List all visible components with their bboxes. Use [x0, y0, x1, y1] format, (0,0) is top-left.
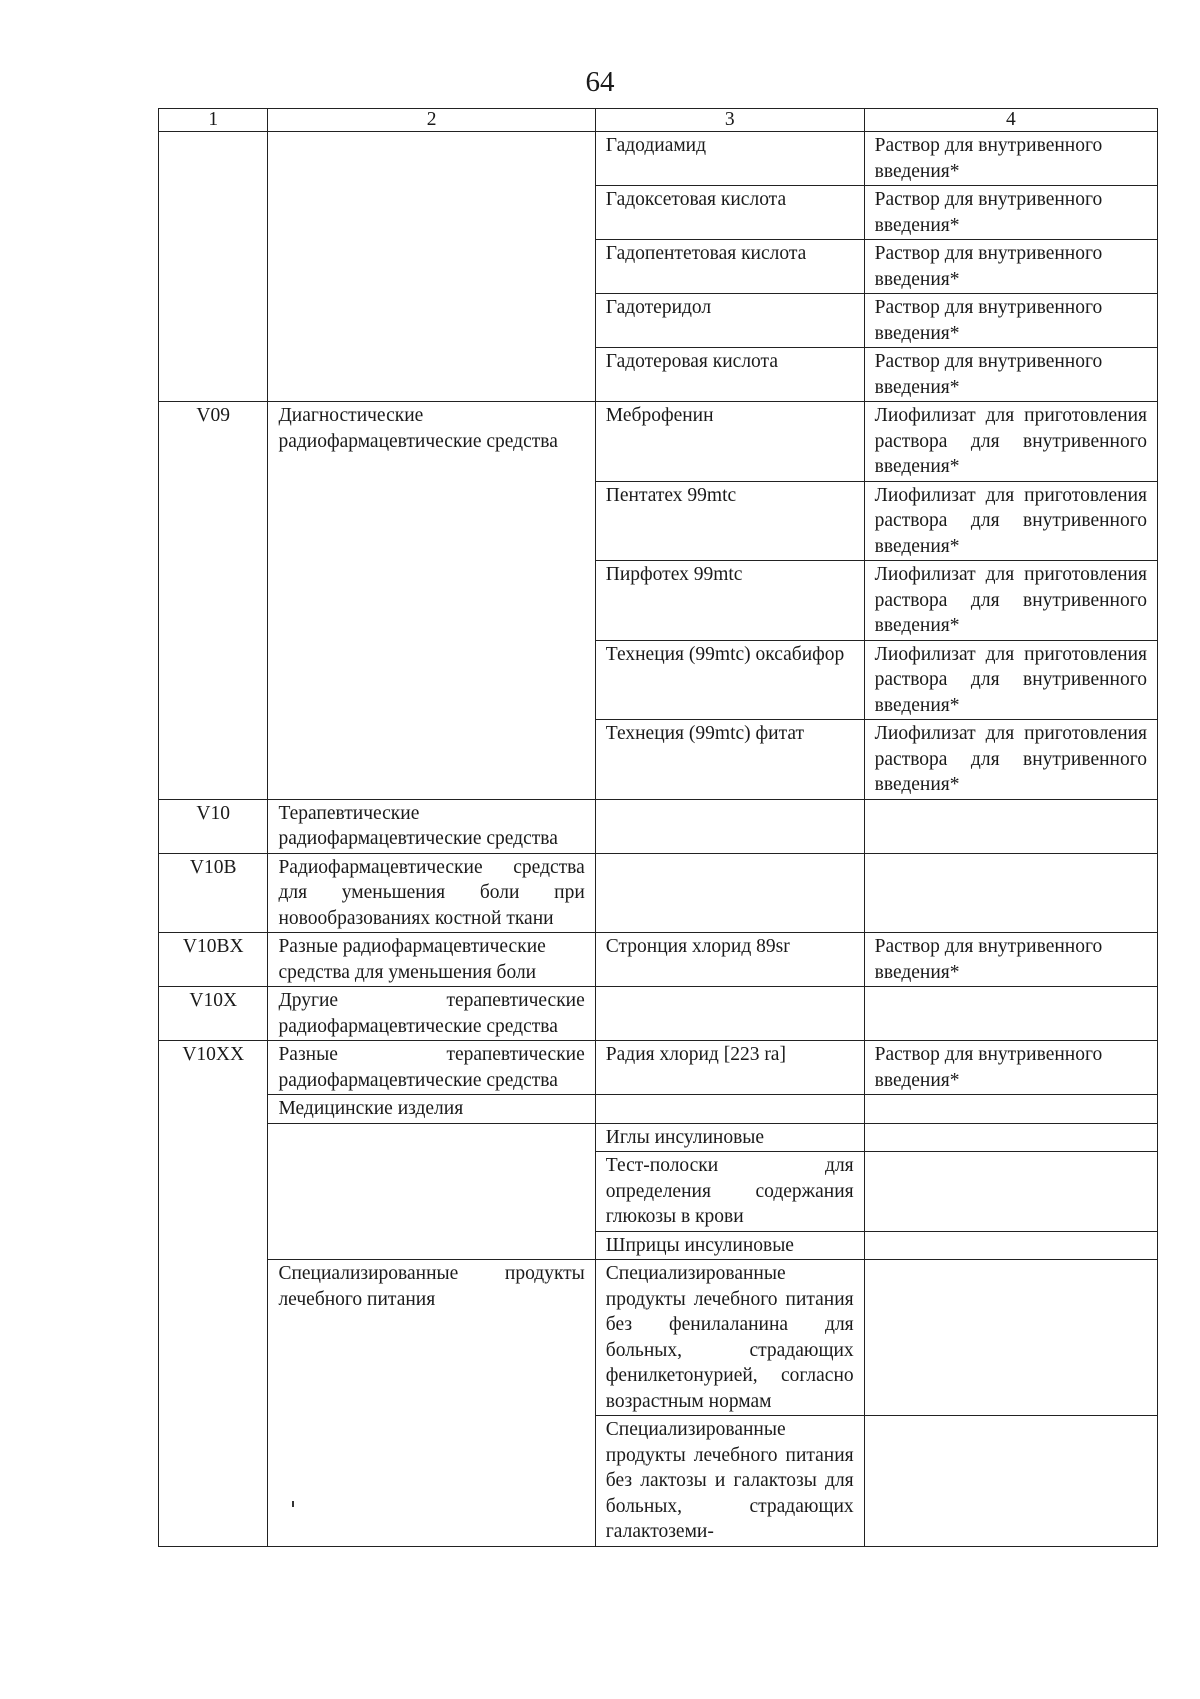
dosage-form-empty — [864, 1152, 1157, 1232]
drug-name: Гадоксетовая кислота — [595, 186, 864, 240]
group-cell-empty — [268, 1123, 595, 1260]
page-number: 64 — [585, 66, 615, 98]
drug-name: Пентатех 99mtc — [595, 481, 864, 561]
table-row — [159, 1123, 1158, 1152]
code-cell-empty — [159, 1260, 268, 1416]
drug-name-empty — [595, 987, 864, 1041]
dosage-form: Раствор для внутривенного введения* — [864, 132, 1157, 186]
dosage-form: Раствор для внутривенного введения* — [864, 294, 1157, 348]
table-row — [159, 402, 1158, 482]
atc-code: V10X — [159, 987, 268, 1041]
dosage-form: Лиофилизат для приготовления раствора для внутривенного введения* — [864, 481, 1157, 561]
column-header-2: 2 — [268, 109, 595, 132]
table-row — [159, 1260, 1158, 1416]
dosage-form-empty — [864, 799, 1157, 853]
drug-name: Технеция (99mtc) оксабифор — [595, 640, 864, 720]
drug-name: Гадотеридол — [595, 294, 864, 348]
dosage-form-empty — [864, 987, 1157, 1041]
drug-name-empty — [595, 1095, 864, 1124]
code-cell-empty — [159, 1231, 268, 1260]
product-name: Шприцы инсулиновые — [595, 1231, 864, 1260]
drug-table — [158, 108, 1158, 1547]
dosage-form-empty — [864, 1260, 1157, 1416]
drug-name: Технеция (99mtc) фитат — [595, 720, 864, 800]
drug-name: Стронция хлорид 89sr — [595, 933, 864, 987]
product-name: Специализированные продукты лечебного питания без лактозы и галактозы для больных, страдающих галактоземи- — [595, 1416, 864, 1547]
stray-mark — [292, 1501, 294, 1507]
table-row — [159, 987, 1158, 1041]
dosage-form: Раствор для внутривенного введения* — [864, 348, 1157, 402]
table-row — [159, 853, 1158, 933]
product-name: Иглы инсулиновые — [595, 1123, 864, 1152]
dosage-form: Раствор для внутривенного введения* — [864, 1041, 1157, 1095]
dosage-form: Раствор для внутривенного введения* — [864, 186, 1157, 240]
drug-name: Гадопентетовая кислота — [595, 240, 864, 294]
table-row — [159, 1095, 1158, 1124]
drug-name: Меброфенин — [595, 402, 864, 482]
dosage-form-empty — [864, 1123, 1157, 1152]
atc-group-name: Разные терапевтические радиофармацевтические средства — [268, 1041, 595, 1095]
dosage-form-empty — [864, 1231, 1157, 1260]
dosage-form: Лиофилизат для приготовления раствора для внутривенного введения* — [864, 561, 1157, 641]
atc-group-name: Терапевтические радиофармацевтические средства — [268, 799, 595, 853]
dosage-form-empty — [864, 1095, 1157, 1124]
atc-code: V10B — [159, 853, 268, 933]
atc-group-name: Диагностические радиофармацевтические средства — [268, 402, 595, 800]
atc-group-name: Другие терапевтические радиофармацевтические средства — [268, 987, 595, 1041]
drug-name: Пирфотех 99mtc — [595, 561, 864, 641]
column-header-1: 1 — [159, 109, 268, 132]
dosage-form: Лиофилизат для приготовления раствора для внутривенного введения* — [864, 720, 1157, 800]
drug-name: Гадотеровая кислота — [595, 348, 864, 402]
dosage-form: Лиофилизат для приготовления раствора для внутривенного введения* — [864, 640, 1157, 720]
dosage-form: Раствор для внутривенного введения* — [864, 240, 1157, 294]
group-cell-empty — [268, 132, 595, 402]
drug-name: Гадодиамид — [595, 132, 864, 186]
product-name: Тест-полоски для определения содержания глюкозы в крови — [595, 1152, 864, 1232]
dosage-form: Раствор для внутривенного введения* — [864, 933, 1157, 987]
atc-group-name: Радиофармацевтические средства для уменьшения боли при новообразованиях костной ткани — [268, 853, 595, 933]
table-row — [159, 132, 1158, 186]
section-name: Медицинские изделия — [268, 1095, 595, 1124]
atc-code: V10BX — [159, 933, 268, 987]
dosage-form-empty — [864, 853, 1157, 933]
atc-group-name: Разные радиофармацевтические средства для уменьшения боли — [268, 933, 595, 987]
atc-code: V10 — [159, 799, 268, 853]
code-cell-empty — [159, 1416, 268, 1547]
dosage-form-empty — [864, 1416, 1157, 1547]
drug-name-empty — [595, 853, 864, 933]
drug-name: Радия хлорид [223 ra] — [595, 1041, 864, 1095]
code-cell-empty — [159, 132, 268, 402]
drug-name-empty — [595, 799, 864, 853]
product-name: Специализированные продукты лечебного питания без фенилаланина для больных, страдающих фенилкетонурией, согласно возрастным нормам — [595, 1260, 864, 1416]
table-row — [159, 799, 1158, 853]
table-row — [159, 933, 1158, 987]
atc-code: V10XX — [159, 1041, 268, 1095]
dosage-form: Лиофилизат для приготовления раствора для внутривенного введения* — [864, 402, 1157, 482]
column-header-3: 3 — [595, 109, 864, 132]
atc-code: V09 — [159, 402, 268, 800]
code-cell-empty — [159, 1123, 268, 1152]
column-header-4: 4 — [864, 109, 1157, 132]
table-header-row — [159, 109, 1158, 132]
code-cell-empty — [159, 1152, 268, 1232]
table-row — [159, 1041, 1158, 1095]
code-cell-empty — [159, 1095, 268, 1124]
section-name: Специализированные продукты лечебного питания — [268, 1260, 595, 1547]
